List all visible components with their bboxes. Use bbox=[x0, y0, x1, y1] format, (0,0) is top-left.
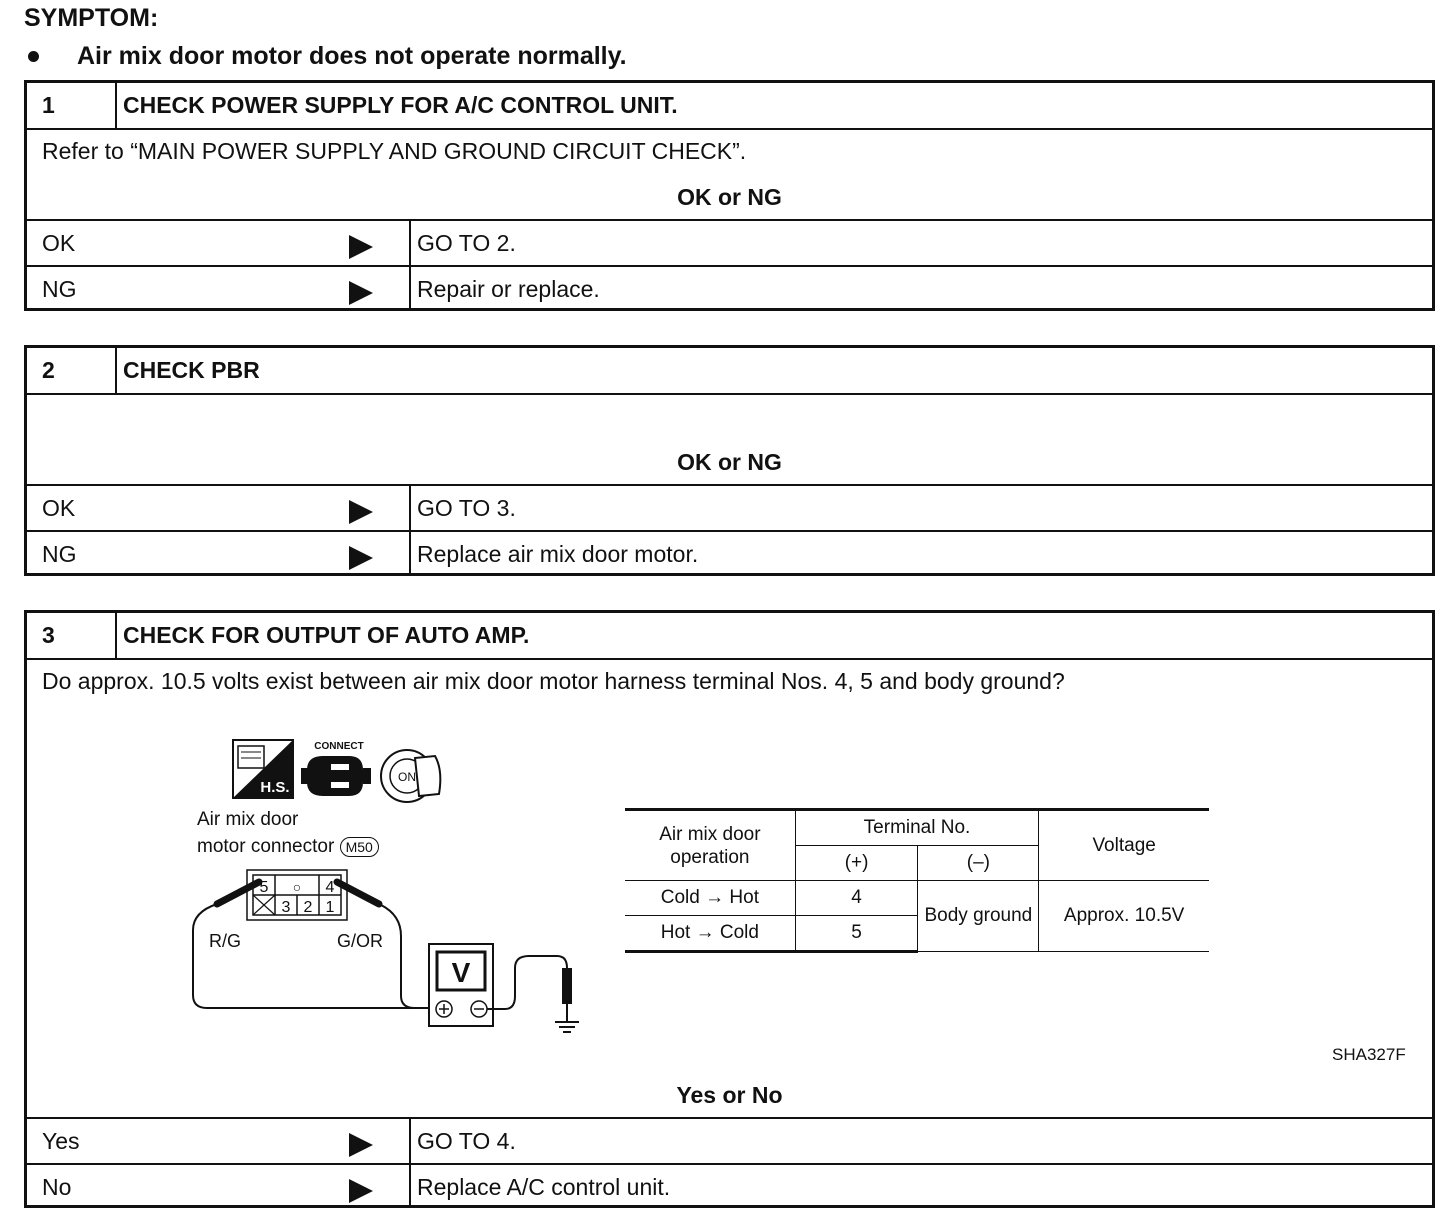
step-1-number: 1 bbox=[27, 83, 117, 128]
connector-label-line1: Air mix door bbox=[197, 809, 299, 830]
header-terminal: Terminal No. bbox=[795, 810, 1039, 846]
header-plus: (+) bbox=[795, 846, 918, 881]
meter-label: V bbox=[451, 957, 471, 988]
ground-icon bbox=[555, 968, 579, 1032]
pin-top-3: 4 bbox=[325, 879, 335, 896]
step-2-result-ng bbox=[27, 530, 1432, 573]
step-1-result-heading: OK or NG bbox=[677, 184, 782, 210]
figure-code: SHA327F bbox=[1332, 1045, 1406, 1064]
step-2-body bbox=[27, 393, 1432, 484]
column-divider bbox=[409, 221, 411, 265]
ground-lead bbox=[487, 956, 567, 1009]
result-label: Yes bbox=[42, 1128, 80, 1154]
plus-cell: 5 bbox=[795, 916, 918, 952]
table-row bbox=[625, 881, 1209, 916]
result-action: GO TO 2. bbox=[417, 230, 516, 256]
step-3-box bbox=[24, 610, 1435, 1208]
step-3-description: Do approx. 10.5 volts exist between air mix door motor harness terminal Nos. 4, 5 and body ground? bbox=[42, 668, 1065, 694]
result-label: OK bbox=[42, 230, 76, 256]
voltage-table bbox=[625, 808, 1209, 953]
step-1-box bbox=[24, 80, 1435, 311]
column-divider bbox=[409, 532, 411, 573]
step-3-result-yes bbox=[27, 1117, 1432, 1163]
result-action: Replace air mix door motor. bbox=[417, 541, 699, 567]
result-action: GO TO 3. bbox=[417, 495, 516, 521]
result-label: NG bbox=[42, 276, 77, 302]
column-divider bbox=[409, 267, 411, 308]
header-minus: (–) bbox=[918, 846, 1039, 881]
result-action: Replace A/C control unit. bbox=[417, 1174, 671, 1200]
step-1-result-ok bbox=[27, 219, 1432, 265]
arrow-right-icon bbox=[349, 500, 373, 524]
step-3-result-heading: Yes or No bbox=[676, 1082, 783, 1108]
result-label: NG bbox=[42, 541, 77, 567]
step-2-result-ok bbox=[27, 484, 1432, 530]
step-3-title: CHECK FOR OUTPUT OF AUTO AMP. bbox=[123, 622, 530, 648]
step-1-header bbox=[27, 83, 1432, 128]
wire-label-right: G/OR bbox=[337, 931, 384, 951]
voltage-cell: Approx. 10.5V bbox=[1039, 881, 1209, 952]
step-3-number: 3 bbox=[27, 613, 117, 658]
voltage-check-figure bbox=[27, 660, 1438, 1080]
connector-label bbox=[197, 806, 379, 860]
step-1-title: CHECK POWER SUPPLY FOR A/C CONTROL UNIT. bbox=[123, 92, 678, 118]
pin-bottom-1: 3 bbox=[281, 899, 291, 916]
arrow-right-icon bbox=[349, 235, 373, 259]
pin-top-1: 5 bbox=[259, 879, 269, 896]
pin-top-2: ○ bbox=[292, 879, 302, 895]
step-2-result-heading: OK or NG bbox=[677, 449, 782, 475]
symptom-text: Air mix door motor does not operate normally. bbox=[77, 42, 627, 70]
wire-label-left: R/G bbox=[209, 931, 242, 951]
result-label: No bbox=[42, 1174, 72, 1200]
step-2-title: CHECK PBR bbox=[123, 357, 260, 383]
column-divider bbox=[409, 1165, 411, 1205]
voltmeter bbox=[429, 944, 493, 1026]
step-1-body bbox=[27, 128, 1432, 219]
ignition-on-icon bbox=[381, 750, 440, 802]
arrow-right-icon bbox=[349, 546, 373, 570]
step-1-description: Refer to “MAIN POWER SUPPLY AND GROUND CIRCUIT CHECK”. bbox=[42, 138, 747, 164]
connect-label: CONNECT bbox=[314, 741, 364, 752]
result-label: OK bbox=[42, 495, 76, 521]
result-action: Repair or replace. bbox=[417, 276, 600, 302]
step-2-number: 2 bbox=[27, 348, 117, 393]
symptom-heading: SYMPTOM: bbox=[24, 4, 159, 32]
symptom-item bbox=[24, 42, 627, 71]
header-voltage: Voltage bbox=[1039, 810, 1209, 881]
step-3-result-no bbox=[27, 1163, 1432, 1205]
connector-m50 bbox=[247, 870, 347, 920]
result-action: GO TO 4. bbox=[417, 1128, 516, 1154]
operation-cell: Cold → Hot bbox=[625, 881, 795, 916]
pin-bottom-2: 2 bbox=[303, 899, 313, 916]
arrow-right-icon bbox=[349, 281, 373, 305]
pin-bottom-3: 1 bbox=[325, 899, 335, 916]
ignition-label: ON bbox=[398, 770, 416, 784]
connector-id-badge: M50 bbox=[340, 837, 379, 857]
column-divider bbox=[409, 486, 411, 530]
connect-icon bbox=[301, 741, 371, 796]
operation-cell: Hot → Cold bbox=[625, 916, 795, 952]
plus-cell: 4 bbox=[795, 881, 918, 916]
step-2-header bbox=[27, 348, 1432, 393]
hs-label: H.S. bbox=[260, 779, 290, 796]
header-operation: Air mix door operation bbox=[625, 810, 795, 881]
minus-cell: Body ground bbox=[918, 881, 1039, 952]
connector-label-line2: motor connector M50 bbox=[197, 833, 379, 860]
step-3-body bbox=[27, 658, 1432, 1117]
step-2-box bbox=[24, 345, 1435, 576]
column-divider bbox=[409, 1119, 411, 1163]
step-1-result-ng bbox=[27, 265, 1432, 308]
arrow-right-icon bbox=[349, 1133, 373, 1157]
harness-side-icon bbox=[233, 740, 293, 798]
step-3-header bbox=[27, 613, 1432, 658]
arrow-right-icon bbox=[349, 1179, 373, 1203]
bullet-icon bbox=[28, 51, 39, 62]
